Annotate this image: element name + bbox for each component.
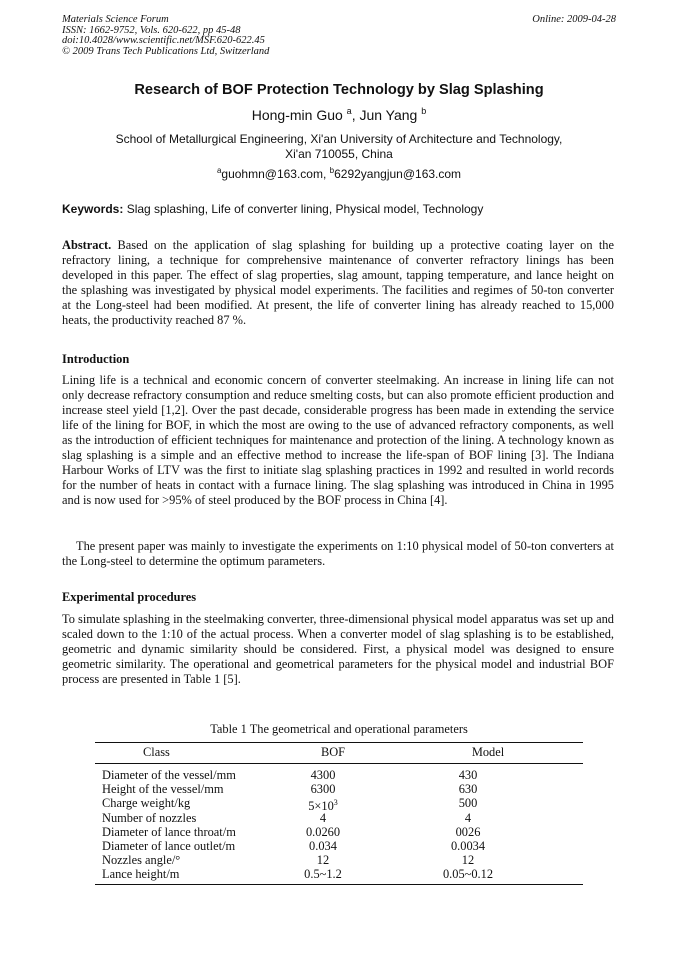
table-bottom-rule [95,884,583,885]
table-cell: Diameter of lance throat/m [102,824,236,839]
table-cell: 500 [458,796,478,811]
affiliation-line-2: Xi'an 710055, China [285,147,393,161]
table-cell: 12 [461,853,475,868]
author-2-affil-mark: b [421,106,427,116]
table-row [95,825,583,839]
paper-title: Research of BOF Protection Technology by Slag Splashing [134,82,544,98]
email-a-mark: a [216,166,222,175]
introduction-paragraph-1: Lining life is a technical and economic concern of converter steelmaking. An increase in lining life can not only decrease refractory consumption and reduce smelting costs, but can also promote efficient production and increase steel yield [1,2]. Over the past decade, considerable progress has been made in extending the service life of the lining for BOF, in which the most are owing to the use of advanced refractory components, as well as the introduction of efficient techniques for maintenance and protection of the lining. A technology known as slag splashing is a simple and an effective method to increase the life-span of BOF lining [3]. The Indiana Harbour Works of LTV was the first to initiate slag splashing practices in 1992 and resulted in world records for the number of heats in contact with a furnace lining. The slag splashing was introduced in China in 1995 and is now used for >95% of steel produced by the BOF process in China [4]. [62,373,614,507]
table-cell: 0026 [455,824,481,839]
table-row [95,853,583,867]
emails-line [0,166,678,181]
table-cell: 630 [458,782,478,797]
author-2: Jun Yang [359,107,418,123]
table-row [95,768,583,782]
issn-line: ISSN: 1662-9752, Vols. 620-622, pp 45-48 [62,24,241,36]
table-row [95,867,583,881]
table-cell: 0.0260 [305,824,341,839]
email-b: 6292yangjun@163.com [334,167,462,181]
charge-weight-exponent: 3 [333,798,338,808]
table-cell: Height of the vessel/mm [102,782,224,797]
table-header-row [95,743,583,763]
table-cell: 12 [316,853,330,868]
affiliation-line-1: School of Metallurgical Engineering, Xi'an University of Architecture and Technology, [115,132,563,146]
table-cell: 6300 [310,782,336,797]
abstract [62,238,614,328]
table-cell: 0.5~1.2 [304,867,342,882]
email-a: guohmn@163.com, [221,167,330,181]
charge-weight-base: 5×10 [308,799,334,814]
table-caption: Table 1 The geometrical and operational parameters [210,722,468,736]
table-cell: 4300 [310,768,336,782]
table-row [95,782,583,796]
experimental-paragraph-1: To simulate splashing in the steelmaking converter, three-dimensional physical model apparatus was set up and scaled down to the 1:10 of the actual process. When a converter model of slag splashing is to be established, geometric and dynamic similarity should be considered. First, a physical model was designed to ensure geometric similarity. The operational and geometrical parameters for the physical model and industrial BOF process are presented in Table 1 [5]. [62,612,614,686]
header-class: Class [143,745,170,759]
keywords-text: Slag splashing, Life of converter lining, Physical model, Technology [123,202,484,216]
author-separator: , [351,107,360,123]
table-cell: Number of nozzles [102,810,197,825]
abstract-label: Abstract. [62,238,112,252]
authors-line [0,106,678,123]
table-cell: 0.0034 [450,838,486,853]
parameters-table [95,742,583,885]
keywords [62,202,622,216]
header-model: Model [471,745,505,759]
table-row [95,839,583,853]
introduction-heading: Introduction [62,352,130,366]
table-cell: Lance height/m [102,867,180,882]
doi-line: doi:10.4028/www.scientific.net/MSF.620-622.45 [62,35,265,47]
table-cell: 0.034 [309,838,337,853]
table-cell: Diameter of the vessel/mm [102,768,236,782]
table-row [95,796,583,814]
table-row [95,811,583,825]
copyright-line: © 2009 Trans Tech Publications Ltd, Switzerland [62,45,270,57]
journal-header [62,15,269,57]
header-bof: BOF [320,745,346,759]
author-1-affil-mark: a [346,106,352,116]
email-b-mark: b [329,166,335,175]
keywords-label: Keywords: [62,202,124,216]
table-cell: 0.05~0.12 [442,867,494,882]
table-cell [273,796,373,814]
affiliation [0,132,678,162]
table-cell: Nozzles angle/° [102,853,181,868]
table-cell: 4 [464,810,472,825]
abstract-text: Based on the application of slag splashing for building up a protective coating layer on the refractory lining, a technique for comprehensive maintenance of converter refractory linings has been developed in this paper. The effect of slag properties, slag amount, tapping temperature, and lance height on the splashing was investigated by physical model experiments. The facilities and regimes of 50-ton converter at the Long-steel had been modified. At present, the life of converter lining has already reached to 15,000 heats, the productivity reached 87 %. [62,238,614,327]
journal-name: Materials Science Forum [62,14,169,25]
table-cell: Charge weight/kg [102,796,191,811]
table-cell: 4 [319,810,327,825]
author-1: Hong-min Guo [251,107,343,123]
table-cell: 430 [458,768,478,782]
experimental-heading: Experimental procedures [62,590,197,604]
introduction-paragraph-2: The present paper was mainly to investigate the experiments on 1:10 physical model of 50-ton converters at the Long-steel to determine the optimum parameters. [62,539,614,568]
table-cell: Diameter of lance outlet/m [102,838,236,853]
online-date: Online: 2009-04-28 [532,14,616,25]
